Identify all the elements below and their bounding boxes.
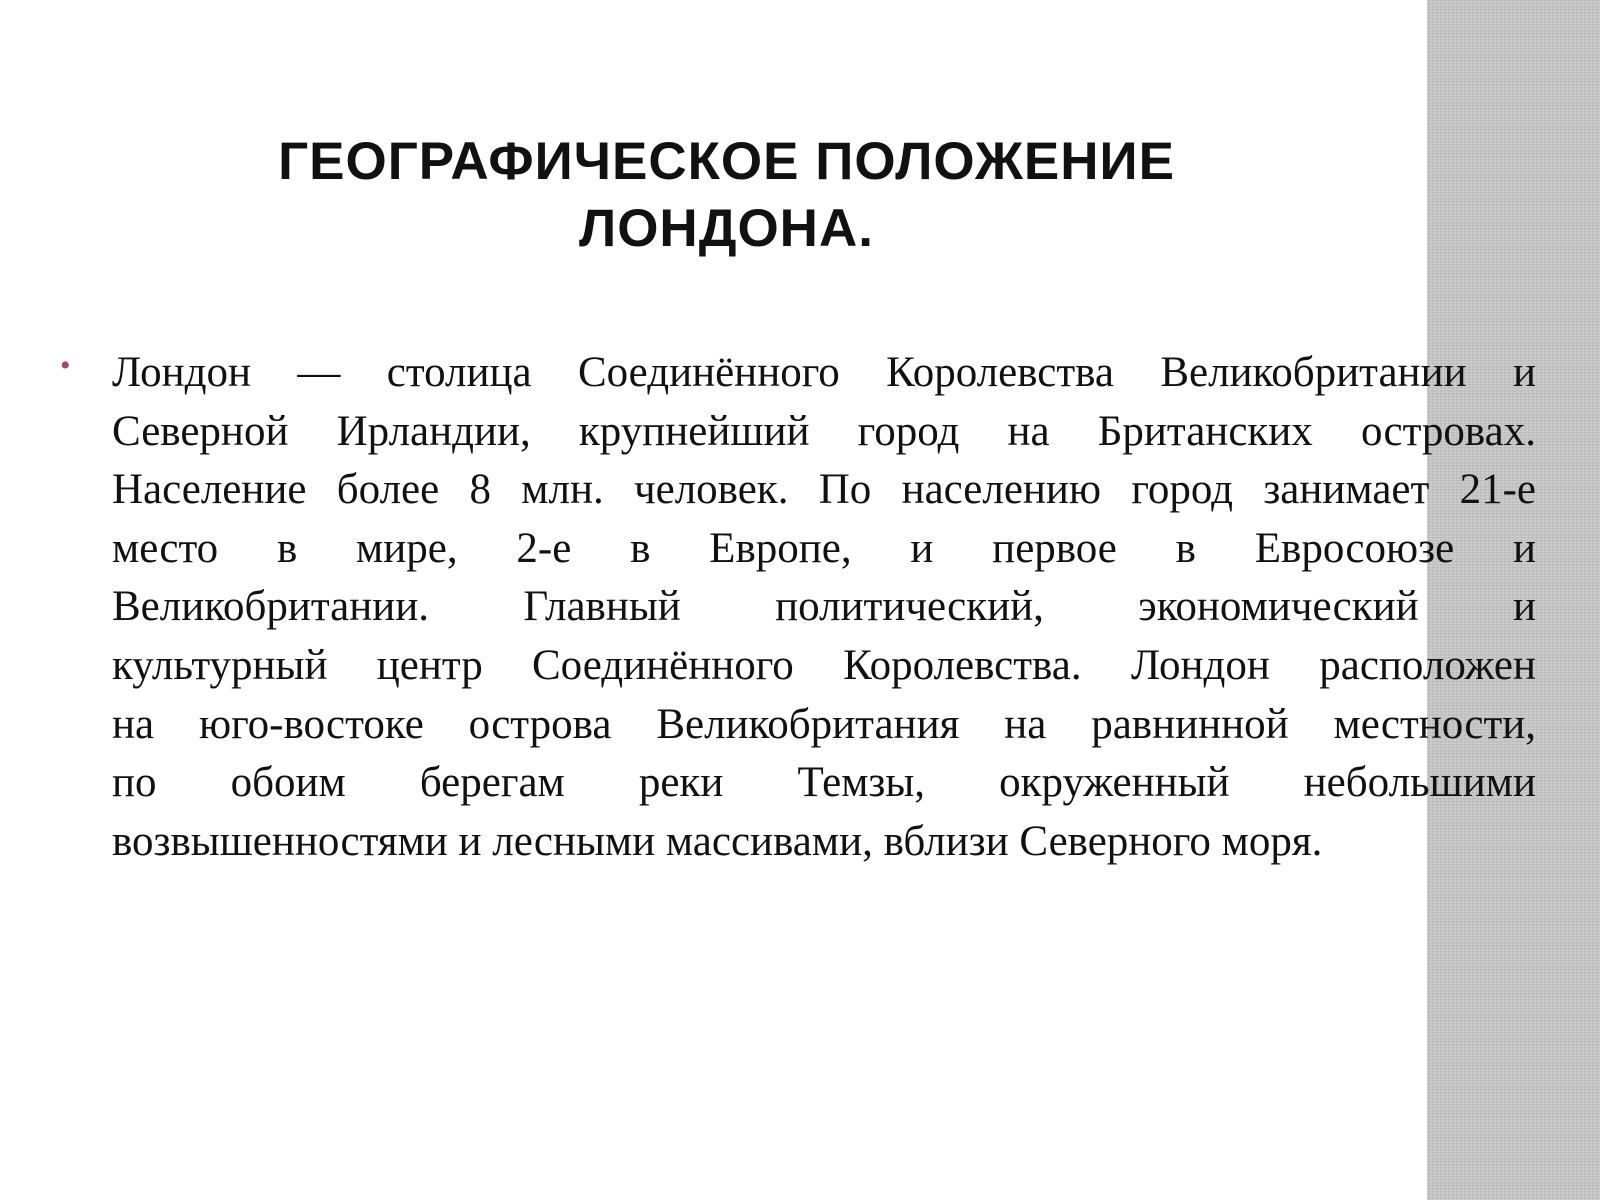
paragraph-line: на юго-востоке острова Великобритания на равнинной местности, [112, 700, 1536, 748]
bullet-paragraph [112, 344, 1536, 871]
paragraph-line: Лондон — столица Соединённого Королевства Великобритании и [112, 349, 1536, 396]
paragraph-line: возвышенностями и лесными массивами, вблизи Северного моря. [112, 817, 1323, 865]
slide-title-line: ЛОНДОНА. [579, 199, 874, 258]
paragraph-line: Великобритании. Главный политический, экономический и [112, 583, 1536, 631]
paragraph-line: по обоим берегам реки Темзы, окруженный небольшими [112, 759, 1536, 807]
paragraph-line: культурный центр Соединённого Королевства. Лондон расположен [112, 641, 1536, 689]
slide-title-line: ГЕОГРАФИЧЕСКОЕ ПОЛОЖЕНИЕ [278, 132, 1175, 191]
bullet-dot-icon: • [60, 349, 71, 382]
slide-title [195, 128, 1258, 262]
paragraph-line: Население более 8 млн. человек. По населению город занимает 21-е [112, 466, 1536, 514]
paragraph-line: Северной Ирландии, крупнейший город на Британских островах. [112, 407, 1536, 455]
paragraph-line: место в мире, 2-е в Европе, и первое в Евросоюзе и [112, 524, 1536, 572]
